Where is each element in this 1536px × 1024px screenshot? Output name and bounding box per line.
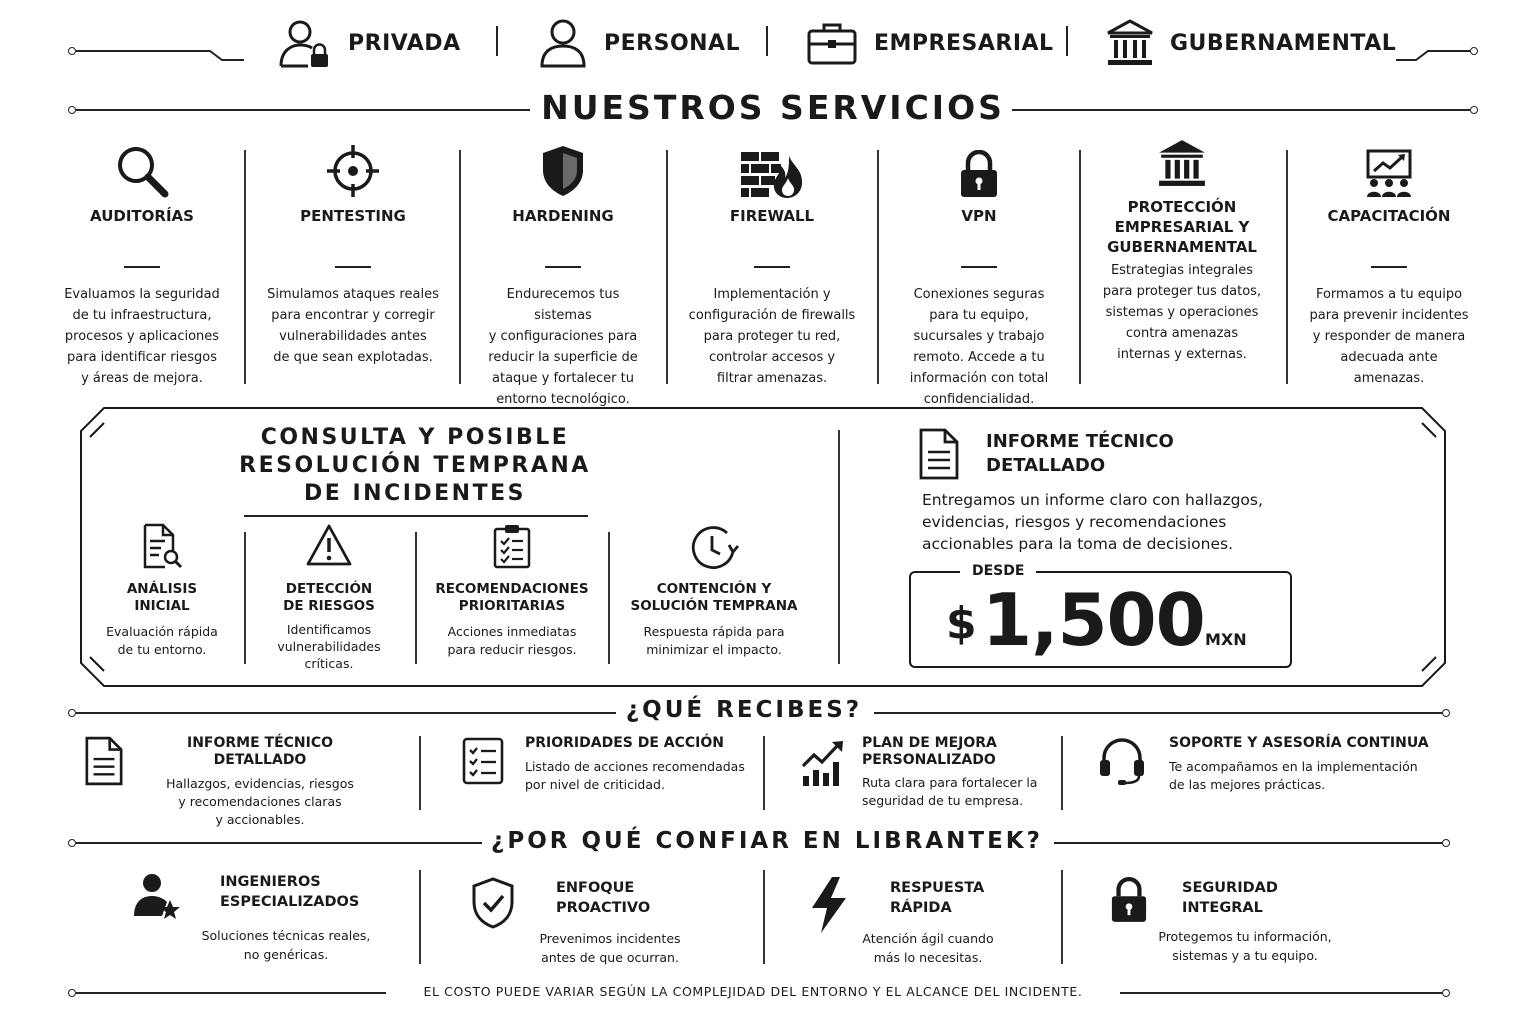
- informe-title: [986, 430, 1174, 478]
- service-title: VPN: [961, 207, 997, 225]
- service-desc-line: reducir la superficie de: [488, 350, 638, 365]
- footer-note: EL COSTO PUEDE VARIAR SEGÚN LA COMPLEJIDAD DEL ENTORNO Y EL ALCANCE DEL INCIDENTE.: [423, 984, 1083, 999]
- recibes-title: SOPORTE Y ASESORÍA CONTINUA: [1169, 735, 1429, 751]
- service-title: CAPACITACIÓN: [1327, 207, 1451, 225]
- informe-desc-line: evidencias, riesgos y recomendaciones: [922, 513, 1227, 531]
- user-lock-icon: [278, 18, 332, 68]
- confiar-desc-line: Protegemos tu información,: [1158, 929, 1332, 944]
- segment-label: EMPRESARIAL: [874, 30, 1054, 56]
- informe-desc-line: accionables para la toma de decisiones.: [922, 535, 1234, 553]
- title-dash: [1371, 266, 1407, 268]
- service-hardening: [468, 142, 658, 407]
- confiar-desc: [842, 929, 1014, 967]
- decor-dot: [1470, 47, 1478, 55]
- service-desc-line: para tu equipo,: [929, 308, 1029, 323]
- firewall-icon: [676, 142, 868, 198]
- service-desc-line: contra amenazas: [1125, 326, 1239, 341]
- decor-circuit-line: [1396, 40, 1470, 64]
- service-title: HARDENING: [512, 207, 614, 225]
- confiar-title-line: PROACTIVO: [556, 900, 651, 916]
- service-desc-line: para prevenir incidentes: [1309, 308, 1469, 323]
- divider: [766, 26, 768, 56]
- decor-dot: [68, 839, 76, 847]
- service-pentesting: [256, 142, 450, 392]
- informe-title-line: INFORME TÉCNICO: [986, 431, 1174, 452]
- service-desc-line: ataque y fortalecer tu: [492, 371, 634, 386]
- step-desc-line: Identificamos: [286, 622, 372, 637]
- confiar-desc-line: no genéricas.: [243, 947, 329, 962]
- recibes-heading: ¿QUÉ RECIBES?: [625, 697, 863, 723]
- consulta-title-line: RESOLUCIÓN TEMPRANA: [239, 453, 591, 478]
- confiar-desc-line: Prevenimos incidentes: [539, 931, 681, 946]
- service-proteccion: [1086, 138, 1278, 388]
- service-desc-line: para identificar riesgos: [67, 350, 217, 365]
- confiar-desc: [520, 929, 700, 967]
- service-desc-line: sucursales y trabajo: [913, 329, 1045, 344]
- service-title-line: EMPRESARIAL Y: [1114, 218, 1250, 236]
- step-recomendaciones: [420, 523, 604, 659]
- step-title-line: SOLUCIÓN TEMPRANA: [630, 598, 798, 614]
- title-dash: [754, 266, 790, 268]
- title-dash: [961, 266, 997, 268]
- service-desc-line: y áreas de mejora.: [81, 371, 203, 386]
- column-divider: [419, 736, 421, 810]
- service-desc-line: Evaluamos la seguridad: [64, 287, 220, 302]
- column-divider: [1061, 736, 1063, 810]
- service-auditorias: [52, 142, 232, 392]
- service-desc-line: Endurecemos tus sistemas: [506, 287, 620, 323]
- service-desc-line: vulnerabilidades antes: [279, 329, 427, 344]
- recibes-desc-line: por nivel de criticidad.: [525, 777, 665, 792]
- service-desc-line: Simulamos ataques reales: [267, 287, 439, 302]
- column-divider: [419, 870, 421, 964]
- confiar-desc: [190, 926, 382, 964]
- service-desc-line: información con total: [909, 371, 1049, 386]
- confiar-desc: [1140, 927, 1350, 965]
- service-desc-line: confidencialidad.: [923, 392, 1035, 407]
- headset-icon: [1098, 736, 1146, 786]
- confiar-title-line: INTEGRAL: [1182, 900, 1263, 916]
- column-divider: [763, 736, 765, 810]
- service-desc-line: configuración de firewalls: [688, 308, 856, 323]
- recibes-title-line: PLAN DE MEJORA: [862, 735, 997, 751]
- confiar-item-enfoque: [556, 878, 650, 918]
- step-title-line: DETECCIÓN: [285, 581, 373, 597]
- decor-dot: [68, 989, 76, 997]
- service-desc-line: sistemas y operaciones: [1105, 305, 1259, 320]
- recibes-desc-line: seguridad de tu empresa.: [862, 793, 1024, 808]
- service-desc-line: internas y externas.: [1117, 347, 1247, 362]
- consulta-title: [230, 424, 600, 508]
- decor-dot: [1470, 106, 1478, 114]
- segment-label: GUBERNAMENTAL: [1170, 30, 1397, 56]
- title-dash: [335, 266, 371, 268]
- service-desc-line: para encontrar y corregir: [271, 308, 435, 323]
- step-deteccion: [252, 523, 406, 672]
- informe-desc-line: Entregamos un informe claro con hallazgos,: [922, 491, 1263, 509]
- clock-icon: [620, 523, 808, 573]
- service-desc-line: y responder de manera: [1312, 329, 1466, 344]
- recibes-desc-line: Te acompañamos en la implementación: [1169, 759, 1418, 774]
- shield-icon: [468, 142, 658, 198]
- magnifier-icon: [52, 142, 232, 198]
- government-building-icon: [1106, 19, 1154, 67]
- confiar-heading: ¿POR QUÉ CONFIAR EN LIBRANTEK?: [491, 828, 1043, 854]
- service-desc-line: para proteger tu red,: [703, 329, 841, 344]
- document-search-icon: [96, 523, 228, 569]
- recibes-item-informe: [140, 735, 380, 829]
- service-desc-line: filtrar amenazas.: [716, 371, 828, 386]
- decor-dot: [1442, 989, 1450, 997]
- heading-rule: [76, 842, 482, 844]
- service-desc-line: Implementación y: [713, 287, 831, 302]
- confiar-desc-line: sistemas y a tu equipo.: [1172, 948, 1318, 963]
- service-desc-line: adecuada ante: [1340, 350, 1438, 365]
- step-desc-line: Acciones inmediatas: [447, 624, 577, 639]
- checklist-icon: [462, 737, 504, 785]
- confiar-desc-line: Atención ágil cuando: [862, 931, 994, 946]
- step-title-line: DE RIESGOS: [283, 598, 375, 614]
- decor-dot: [1442, 839, 1450, 847]
- confiar-title-line: INGENIEROS: [220, 874, 321, 890]
- segment-label: PERSONAL: [604, 30, 741, 56]
- step-desc-line: Evaluación rápida: [106, 624, 218, 639]
- government-building-icon: [1086, 138, 1278, 188]
- confiar-item-seguridad: [1182, 878, 1278, 918]
- column-divider: [608, 532, 610, 664]
- confiar-desc-line: antes de que ocurran.: [541, 950, 679, 965]
- price-label: DESDE: [960, 563, 1036, 579]
- user-star-icon: [132, 872, 182, 922]
- column-divider: [1079, 150, 1081, 384]
- decor-dot: [68, 106, 76, 114]
- segment-label: PRIVADA: [348, 30, 461, 56]
- confiar-item-respuesta: [890, 878, 984, 918]
- step-title-line: RECOMENDACIONES: [435, 581, 589, 597]
- recibes-desc-line: y accionables.: [215, 812, 305, 827]
- confiar-title-line: RÁPIDA: [890, 900, 952, 916]
- confiar-item-ingenieros: [220, 872, 359, 912]
- service-desc-line: Formamos a tu equipo: [1315, 287, 1463, 302]
- step-desc-line: de tu entorno.: [117, 642, 207, 657]
- padlock-icon: [886, 142, 1072, 198]
- footer-rule: [76, 992, 386, 994]
- service-title-line: PROTECCIÓN: [1127, 198, 1237, 216]
- column-divider: [1061, 870, 1063, 964]
- service-title: FIREWALL: [729, 207, 815, 225]
- service-vpn: [886, 142, 1072, 407]
- service-title: PENTESTING: [300, 207, 406, 225]
- services-heading: NUESTROS SERVICIOS: [541, 88, 1005, 127]
- document-icon: [918, 428, 960, 480]
- step-desc-line: minimizar el impacto.: [646, 642, 782, 657]
- confiar-desc-line: más lo necesitas.: [873, 950, 983, 965]
- recibes-desc-line: Ruta clara para fortalecer la: [862, 775, 1038, 790]
- step-title-line: CONTENCIÓN Y: [656, 581, 772, 597]
- decor-dot: [68, 47, 76, 55]
- padlock-icon: [1110, 876, 1148, 924]
- recibes-title: INFORME TÉCNICO DETALLADO: [186, 735, 334, 768]
- service-desc-line: Conexiones seguras: [913, 287, 1045, 302]
- warning-triangle-icon: [252, 523, 406, 567]
- step-desc-line: críticas.: [304, 656, 354, 671]
- service-firewall: [676, 142, 868, 392]
- service-desc-line: Estrategias integrales: [1110, 263, 1254, 278]
- recibes-item-soporte: [1169, 735, 1439, 794]
- decor-dot: [68, 709, 76, 717]
- service-desc-line: de que sean explotadas.: [273, 350, 433, 365]
- price-amount: 1,500: [982, 578, 1205, 662]
- column-divider: [415, 532, 417, 664]
- document-icon: [84, 736, 124, 786]
- segment-gubernamental: [1106, 18, 1396, 68]
- title-dash: [545, 266, 581, 268]
- step-title-line: ANÁLISIS: [126, 581, 198, 597]
- heading-rule: [874, 712, 1442, 714]
- column-divider: [459, 150, 461, 384]
- confiar-title-line: RESPUESTA: [890, 880, 985, 896]
- confiar-title-line: ESPECIALIZADOS: [220, 894, 360, 910]
- recibes-item-prioridades: [525, 735, 755, 794]
- footer-rule: [1120, 992, 1442, 994]
- step-contencion: [620, 523, 808, 659]
- confiar-title-line: SEGURIDAD: [1182, 880, 1278, 896]
- step-title-line: INICIAL: [134, 598, 190, 614]
- recibes-desc-line: Listado de acciones recomendadas: [525, 759, 745, 774]
- currency-symbol: $: [946, 598, 977, 649]
- training-presentation-icon: [1294, 142, 1484, 198]
- lightning-icon: [810, 876, 848, 934]
- service-title: AUDITORÍAS: [90, 207, 194, 225]
- column-divider: [244, 532, 246, 664]
- informe-title-line: DETALLADO: [986, 455, 1106, 476]
- divider: [1066, 26, 1068, 56]
- step-desc-line: Respuesta rápida para: [643, 624, 785, 639]
- service-title-line: GUBERNAMENTAL: [1107, 238, 1257, 256]
- service-desc-line: procesos y aplicaciones: [64, 329, 220, 344]
- recibes-title-line: PERSONALIZADO: [862, 752, 996, 768]
- heading-rule: [1054, 842, 1442, 844]
- service-desc-line: entorno tecnológico.: [496, 392, 630, 407]
- informe-description: [922, 489, 1263, 555]
- service-desc-line: remoto. Accede a tu: [913, 350, 1045, 365]
- user-icon: [538, 18, 588, 68]
- step-title-line: PRIORITARIAS: [458, 598, 566, 614]
- decor-dot: [1442, 709, 1450, 717]
- step-analisis: [96, 523, 228, 659]
- shield-check-icon: [470, 876, 516, 930]
- recibes-item-plan: [862, 735, 1052, 810]
- heading-rule: [76, 712, 616, 714]
- column-divider: [244, 150, 246, 384]
- clipboard-checklist-icon: [420, 523, 604, 569]
- price-currency: MXN: [1205, 630, 1247, 649]
- segment-empresarial: [806, 18, 1054, 68]
- column-divider: [877, 150, 879, 384]
- briefcase-icon: [806, 20, 858, 66]
- service-capacitacion: [1294, 142, 1484, 392]
- recibes-desc-line: y recomendaciones claras: [178, 794, 342, 809]
- title-dash: [124, 266, 160, 268]
- service-desc-line: para proteger tus datos,: [1102, 284, 1262, 299]
- segment-privada: [278, 18, 461, 68]
- heading-rule: [76, 109, 530, 111]
- recibes-desc-line: de las mejores prácticas.: [1169, 777, 1326, 792]
- confiar-title-line: ENFOQUE: [556, 880, 635, 896]
- step-desc-line: vulnerabilidades: [277, 639, 381, 654]
- divider: [496, 26, 498, 56]
- service-desc-line: controlar accesos y: [708, 350, 836, 365]
- growth-chart-icon: [800, 738, 846, 788]
- service-desc-line: de tu infraestructura,: [72, 308, 212, 323]
- consulta-title-line: DE INCIDENTES: [304, 481, 526, 506]
- consulta-title-line: CONSULTA Y POSIBLE: [260, 425, 570, 450]
- step-desc-line: para reducir riesgos.: [447, 642, 577, 657]
- segment-personal: [538, 18, 740, 68]
- service-desc-line: y configuraciones para: [488, 329, 638, 344]
- heading-rule: [1012, 109, 1470, 111]
- title-underline: [244, 515, 588, 517]
- column-divider: [763, 870, 765, 964]
- recibes-title: PRIORIDADES DE ACCIÓN: [525, 735, 725, 751]
- confiar-desc-line: Soluciones técnicas reales,: [201, 928, 371, 943]
- recibes-desc-line: Hallazgos, evidencias, riesgos: [166, 776, 354, 791]
- column-divider: [666, 150, 668, 384]
- crosshair-icon: [256, 142, 450, 198]
- decor-circuit-line: [76, 40, 246, 64]
- column-divider: [838, 430, 840, 664]
- service-desc-line: amenazas.: [1353, 371, 1425, 386]
- column-divider: [1286, 150, 1288, 384]
